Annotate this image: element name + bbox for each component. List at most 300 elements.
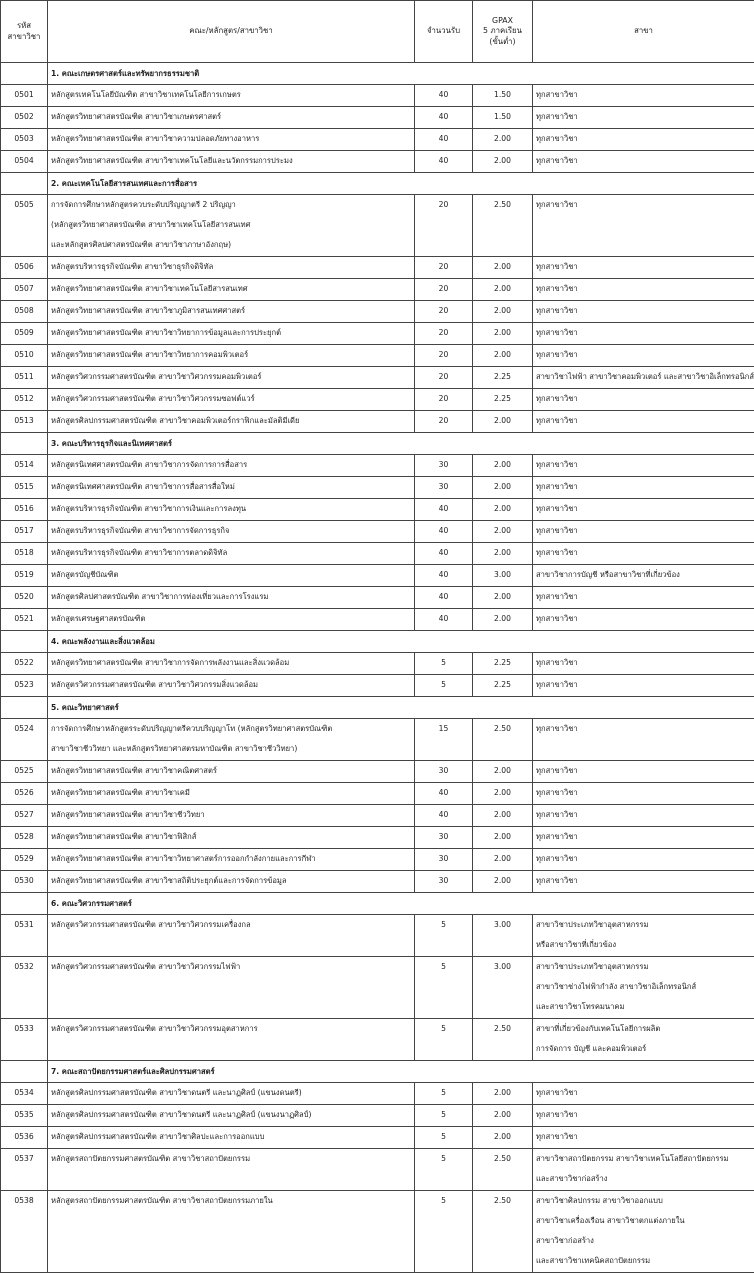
program-code-text: 0535 <box>4 1105 44 1125</box>
program-name <box>48 609 415 631</box>
seats-value-text: 20 <box>418 411 469 431</box>
table-row <box>1 499 754 521</box>
gpax-value-text: 2.00 <box>476 761 529 781</box>
program-code <box>1 1105 48 1127</box>
seats-value-text: 40 <box>418 543 469 563</box>
gpax-value <box>473 345 533 367</box>
gpax-value <box>473 367 533 389</box>
branch-requirement-line: และสาขาวิชาเทคนิคสถาปัตยกรรม <box>536 1251 751 1271</box>
branch-requirement <box>533 1019 754 1061</box>
section-code-cell <box>1 893 48 915</box>
program-name-line: หลักสูตรศิลปกรรมศาสตรบัณฑิต สาขาวิชาศิลปะและการออกแบบ <box>51 1127 411 1147</box>
program-name-line: หลักสูตรศิลปศาสตรบัณฑิต สาขาวิชาการท่องเที่ยวและการโรงแรม <box>51 587 411 607</box>
gpax-value <box>473 565 533 587</box>
program-code-text: 0526 <box>4 783 44 803</box>
program-code <box>1 719 48 761</box>
branch-requirement-line: ทุกสาขาวิชา <box>536 345 751 365</box>
seats-value-text: 15 <box>418 719 469 739</box>
branch-requirement-line: ทุกสาขาวิชา <box>536 827 751 847</box>
program-code <box>1 279 48 301</box>
branch-requirement-line: สาขาวิชาเครื่องเรือน สาขาวิชาตกแต่งภายใน <box>536 1211 751 1231</box>
program-name <box>48 129 415 151</box>
program-code-text: 0524 <box>4 719 44 739</box>
seats-value <box>415 1105 473 1127</box>
gpax-value <box>473 805 533 827</box>
seats-value-text: 30 <box>418 871 469 891</box>
branch-requirement-line: และสาขาวิชาโทรคมนาคม <box>536 997 751 1017</box>
branch-requirement <box>533 411 754 433</box>
program-code <box>1 827 48 849</box>
branch-requirement <box>533 323 754 345</box>
branch-requirement-line: สาขาวิชาช่างไฟฟ้ากำลัง สาขาวิชาอิเล็กทรอนิกส์ <box>536 977 751 997</box>
program-code-text: 0520 <box>4 587 44 607</box>
faculty-section-row <box>1 173 754 195</box>
gpax-value-text: 2.50 <box>476 195 529 215</box>
gpax-value-text: 2.50 <box>476 719 529 739</box>
seats-value-text: 20 <box>418 257 469 277</box>
program-name <box>48 345 415 367</box>
gpax-value <box>473 719 533 761</box>
branch-requirement-line: ทุกสาขาวิชา <box>536 521 751 541</box>
program-code <box>1 257 48 279</box>
program-code-text: 0506 <box>4 257 44 277</box>
seats-value-text: 40 <box>418 805 469 825</box>
seats-value <box>415 675 473 697</box>
branch-requirement <box>533 345 754 367</box>
program-code-text: 0534 <box>4 1083 44 1103</box>
table-row <box>1 411 754 433</box>
program-code-text: 0521 <box>4 609 44 629</box>
seats-value <box>415 1019 473 1061</box>
gpax-value-text: 3.00 <box>476 565 529 585</box>
program-code <box>1 1083 48 1105</box>
program-code <box>1 849 48 871</box>
program-name <box>48 85 415 107</box>
program-code <box>1 1191 48 1273</box>
header-gpax: GPAX 5 ภาคเรียน (ขั้นต่ำ) <box>473 1 533 63</box>
seats-value-text: 20 <box>418 345 469 365</box>
seats-value <box>415 499 473 521</box>
seats-value <box>415 257 473 279</box>
seats-value <box>415 587 473 609</box>
branch-requirement-line: ทุกสาขาวิชา <box>536 609 751 629</box>
branch-requirement <box>533 129 754 151</box>
program-name <box>48 301 415 323</box>
table-row <box>1 323 754 345</box>
branch-requirement <box>533 1149 754 1191</box>
gpax-value-text: 2.25 <box>476 653 529 673</box>
program-code <box>1 871 48 893</box>
program-name-line: หลักสูตรวิศวกรรมศาสตรบัณฑิต สาขาวิชาวิศวกรรมสิ่งแวดล้อม <box>51 675 411 695</box>
branch-requirement <box>533 957 754 1019</box>
gpax-value-text: 2.50 <box>476 1019 529 1039</box>
gpax-value <box>473 411 533 433</box>
program-code-text: 0518 <box>4 543 44 563</box>
branch-requirement-line: ทุกสาขาวิชา <box>536 543 751 563</box>
faculty-section-row <box>1 433 754 455</box>
table-row <box>1 389 754 411</box>
branch-requirement-line: และสาขาวิชาก่อสร้าง <box>536 1169 751 1189</box>
seats-value <box>415 957 473 1019</box>
program-name-line: หลักสูตรวิศวกรรมศาสตรบัณฑิต สาขาวิชาวิศวกรรมไฟฟ้า <box>51 957 411 977</box>
program-name-line: หลักสูตรเทคโนโลยีบัณฑิต สาขาวิชาเทคโนโลยีการเกษตร <box>51 85 411 105</box>
seats-value <box>415 1083 473 1105</box>
seats-value-text: 5 <box>418 1105 469 1125</box>
seats-value <box>415 107 473 129</box>
faculty-section-row <box>1 1061 754 1083</box>
gpax-value <box>473 1149 533 1191</box>
branch-requirement-line: สาขาที่เกี่ยวข้องกับเทคโนโลยีการผลิต <box>536 1019 751 1039</box>
program-code-text: 0528 <box>4 827 44 847</box>
gpax-value-text: 2.50 <box>476 1149 529 1169</box>
seats-value <box>415 455 473 477</box>
branch-requirement-line: สาขาวิชาการบัญชี หรือสาขาวิชาที่เกี่ยวข้อง <box>536 565 751 585</box>
section-code-cell <box>1 63 48 85</box>
program-name-line: หลักสูตรวิทยาศาสตรบัณฑิต สาขาวิชาสถิติประยุกต์และการจัดการข้อมูล <box>51 871 411 891</box>
gpax-value-text: 2.00 <box>476 477 529 497</box>
program-name-line: หลักสูตรวิศวกรรมศาสตรบัณฑิต สาขาวิชาวิศวกรรมซอฟต์แวร์ <box>51 389 411 409</box>
program-name <box>48 783 415 805</box>
gpax-value-text: 2.00 <box>476 499 529 519</box>
header-code: รหัส สาขาวิชา <box>1 1 48 63</box>
program-name <box>48 1191 415 1273</box>
table-row <box>1 565 754 587</box>
gpax-value <box>473 85 533 107</box>
program-name-line: หลักสูตรวิศวกรรมศาสตรบัณฑิต สาขาวิชาวิศวกรรมคอมพิวเตอร์ <box>51 367 411 387</box>
program-code <box>1 411 48 433</box>
branch-requirement-line: ทุกสาขาวิชา <box>536 1127 751 1147</box>
program-name-line: หลักสูตรวิทยาศาสตรบัณฑิต สาขาวิชาเทคโนโลยีและนวัตกรรมการประมง <box>51 151 411 171</box>
program-name-line: หลักสูตรวิทยาศาสตรบัณฑิต สาขาวิชาภูมิสารสนเทศศาสตร์ <box>51 301 411 321</box>
program-name-line: หลักสูตรวิทยาศาสตรบัณฑิต สาขาวิชาวิทยาการข้อมูลและการประยุกต์ <box>51 323 411 343</box>
table-row <box>1 587 754 609</box>
branch-requirement-line: ทุกสาขาวิชา <box>536 587 751 607</box>
program-code-text: 0533 <box>4 1019 44 1039</box>
program-code-text: 0537 <box>4 1149 44 1169</box>
seats-value <box>415 719 473 761</box>
seats-value-text: 40 <box>418 783 469 803</box>
seats-value-text: 5 <box>418 1191 469 1211</box>
program-code <box>1 477 48 499</box>
table-row <box>1 957 754 1019</box>
branch-requirement <box>533 499 754 521</box>
program-code-text: 0523 <box>4 675 44 695</box>
program-code <box>1 1149 48 1191</box>
branch-requirement-line: ทุกสาขาวิชา <box>536 849 751 869</box>
program-name-line: หลักสูตรวิศวกรรมศาสตรบัณฑิต สาขาวิชาวิศวกรรมเครื่องกล <box>51 915 411 935</box>
table-row <box>1 1083 754 1105</box>
table-row <box>1 129 754 151</box>
seats-value <box>415 761 473 783</box>
program-name-line: หลักสูตรนิเทศศาสตรบัณฑิต สาขาวิชาการจัดการการสื่อสาร <box>51 455 411 475</box>
program-name <box>48 151 415 173</box>
branch-requirement <box>533 521 754 543</box>
program-name-line: (หลักสูตรวิทยาศาสตรบัณฑิต สาขาวิชาเทคโนโลยีสารสนเทศ <box>51 215 411 235</box>
gpax-value <box>473 957 533 1019</box>
gpax-value <box>473 915 533 957</box>
table-body <box>1 63 754 1273</box>
program-name-line: หลักสูตรบริหารธุรกิจบัณฑิต สาขาวิชาธุรกิจดิจิทัล <box>51 257 411 277</box>
gpax-value <box>473 323 533 345</box>
program-name-line: หลักสูตรวิทยาศาสตรบัณฑิต สาขาวิชาชีววิทยา <box>51 805 411 825</box>
program-code <box>1 195 48 257</box>
seats-value <box>415 129 473 151</box>
branch-requirement <box>533 85 754 107</box>
seats-value <box>415 389 473 411</box>
branch-requirement <box>533 477 754 499</box>
gpax-value <box>473 1127 533 1149</box>
gpax-value-text: 2.00 <box>476 301 529 321</box>
branch-requirement-line: สาขาวิชาประเภทวิชาอุตสาหกรรม <box>536 915 751 935</box>
program-name <box>48 1149 415 1191</box>
table-row <box>1 805 754 827</box>
branch-requirement <box>533 783 754 805</box>
faculty-title: 5. คณะวิทยาศาสตร์ <box>48 697 754 719</box>
program-name-line: การจัดการศึกษาหลักสูตรควบระดับปริญญาตรี 2 ปริญญา <box>51 195 411 215</box>
gpax-value-text: 2.00 <box>476 805 529 825</box>
gpax-value <box>473 609 533 631</box>
gpax-value <box>473 761 533 783</box>
program-code <box>1 499 48 521</box>
table-header-row <box>1 1 754 63</box>
program-name-line: หลักสูตรวิทยาศาสตรบัณฑิต สาขาวิชาเคมี <box>51 783 411 803</box>
gpax-value-text: 2.00 <box>476 871 529 891</box>
branch-requirement-line: ทุกสาขาวิชา <box>536 257 751 277</box>
gpax-value-text: 2.25 <box>476 389 529 409</box>
program-code-text: 0510 <box>4 345 44 365</box>
gpax-value <box>473 827 533 849</box>
gpax-value <box>473 129 533 151</box>
branch-requirement-line: สาขาวิชาก่อสร้าง <box>536 1231 751 1251</box>
seats-value-text: 40 <box>418 499 469 519</box>
branch-requirement-line: ทุกสาขาวิชา <box>536 85 751 105</box>
gpax-value <box>473 499 533 521</box>
gpax-value-text: 2.25 <box>476 675 529 695</box>
table-row <box>1 849 754 871</box>
program-code <box>1 957 48 1019</box>
program-code <box>1 151 48 173</box>
gpax-value <box>473 1191 533 1273</box>
faculty-title: 1. คณะเกษตรศาสตร์และทรัพยากรธรรมชาติ <box>48 63 754 85</box>
table-row <box>1 107 754 129</box>
seats-value-text: 5 <box>418 1127 469 1147</box>
branch-requirement <box>533 151 754 173</box>
seats-value <box>415 521 473 543</box>
gpax-value <box>473 653 533 675</box>
program-name <box>48 565 415 587</box>
branch-requirement <box>533 849 754 871</box>
branch-requirement-line: ทุกสาขาวิชา <box>536 805 751 825</box>
table-row <box>1 761 754 783</box>
gpax-value-text: 2.00 <box>476 827 529 847</box>
seats-value-text: 40 <box>418 521 469 541</box>
program-code-text: 0504 <box>4 151 44 171</box>
gpax-value-text: 2.50 <box>476 1191 529 1211</box>
seats-value-text: 40 <box>418 565 469 585</box>
branch-requirement <box>533 301 754 323</box>
seats-value <box>415 849 473 871</box>
branch-requirement <box>533 719 754 761</box>
program-code <box>1 301 48 323</box>
gpax-value <box>473 871 533 893</box>
program-name <box>48 1083 415 1105</box>
program-code-text: 0532 <box>4 957 44 977</box>
program-code-text: 0516 <box>4 499 44 519</box>
gpax-value <box>473 455 533 477</box>
gpax-value-text: 1.50 <box>476 85 529 105</box>
seats-value-text: 5 <box>418 915 469 935</box>
program-code <box>1 565 48 587</box>
seats-value-text: 40 <box>418 129 469 149</box>
branch-requirement-line: ทุกสาขาวิชา <box>536 279 751 299</box>
program-name-line: หลักสูตรวิทยาศาสตรบัณฑิต สาขาวิชาเกษตรศาสตร์ <box>51 107 411 127</box>
header-program: คณะ/หลักสูตร/สาขาวิชา <box>48 1 415 63</box>
program-code-text: 0515 <box>4 477 44 497</box>
table-row <box>1 1127 754 1149</box>
gpax-value-text: 2.00 <box>476 129 529 149</box>
table-row <box>1 1149 754 1191</box>
seats-value <box>415 1149 473 1191</box>
gpax-value <box>473 301 533 323</box>
gpax-value <box>473 151 533 173</box>
program-name-line: หลักสูตรวิทยาศาสตรบัณฑิต สาขาวิชาเทคโนโลยีสารสนเทศ <box>51 279 411 299</box>
seats-value <box>415 827 473 849</box>
branch-requirement-line: ทุกสาขาวิชา <box>536 151 751 171</box>
branch-requirement-line: ทุกสาขาวิชา <box>536 129 751 149</box>
program-name <box>48 367 415 389</box>
seats-value-text: 30 <box>418 849 469 869</box>
program-code <box>1 543 48 565</box>
program-name <box>48 499 415 521</box>
table-row <box>1 827 754 849</box>
program-code <box>1 653 48 675</box>
program-code-text: 0502 <box>4 107 44 127</box>
seats-value <box>415 1191 473 1273</box>
table-row <box>1 543 754 565</box>
gpax-value-text: 3.00 <box>476 957 529 977</box>
program-code-text: 0514 <box>4 455 44 475</box>
branch-requirement <box>533 107 754 129</box>
branch-requirement <box>533 367 754 389</box>
program-name <box>48 587 415 609</box>
program-code-text: 0527 <box>4 805 44 825</box>
program-code-text: 0530 <box>4 871 44 891</box>
program-code <box>1 389 48 411</box>
gpax-value <box>473 521 533 543</box>
program-name <box>48 389 415 411</box>
program-code <box>1 345 48 367</box>
gpax-value <box>473 389 533 411</box>
table-row <box>1 915 754 957</box>
program-code-text: 0503 <box>4 129 44 149</box>
faculty-title: 4. คณะพลังงานและสิ่งแวดล้อม <box>48 631 754 653</box>
program-name-line: หลักสูตรวิทยาศาสตรบัณฑิต สาขาวิชาวิทยาศาสตร์การออกกำลังกายและการกีฬา <box>51 849 411 869</box>
program-name <box>48 521 415 543</box>
program-name <box>48 719 415 761</box>
program-code-text: 0531 <box>4 915 44 935</box>
branch-requirement <box>533 195 754 257</box>
program-code-text: 0508 <box>4 301 44 321</box>
table-row <box>1 151 754 173</box>
program-code-text: 0536 <box>4 1127 44 1147</box>
seats-value-text: 40 <box>418 151 469 171</box>
table-row <box>1 871 754 893</box>
table-row <box>1 521 754 543</box>
program-name-line: หลักสูตรเศรษฐศาสตรบัณฑิต <box>51 609 411 629</box>
program-code <box>1 609 48 631</box>
table-row <box>1 1191 754 1273</box>
gpax-value <box>473 587 533 609</box>
gpax-value-text: 3.00 <box>476 915 529 935</box>
program-code-text: 0525 <box>4 761 44 781</box>
branch-requirement-line: ทุกสาขาวิชา <box>536 477 751 497</box>
branch-requirement <box>533 565 754 587</box>
program-code-text: 0511 <box>4 367 44 387</box>
branch-requirement-line: ทุกสาขาวิชา <box>536 871 751 891</box>
table-row <box>1 367 754 389</box>
seats-value <box>415 477 473 499</box>
table-row <box>1 345 754 367</box>
program-name <box>48 1019 415 1061</box>
section-code-cell <box>1 433 48 455</box>
seats-value-text: 40 <box>418 609 469 629</box>
program-name-line: หลักสูตรวิทยาศาสตรบัณฑิต สาขาวิชาความปลอดภัยทางอาหาร <box>51 129 411 149</box>
branch-requirement <box>533 871 754 893</box>
program-code <box>1 521 48 543</box>
seats-value <box>415 543 473 565</box>
seats-value-text: 20 <box>418 389 469 409</box>
program-name-line: สาขาวิชาชีววิทยา และหลักสูตรวิทยาศาสตรมหาบัณฑิต สาขาวิชาชีววิทยา) <box>51 739 411 759</box>
gpax-value-text: 2.00 <box>476 783 529 803</box>
program-name-line: หลักสูตรศิลปกรรมศาสตรบัณฑิต สาขาวิชาดนตรี และนาฏศิลป์ (แขนงนาฏศิลป์) <box>51 1105 411 1125</box>
program-name <box>48 107 415 129</box>
program-name <box>48 827 415 849</box>
branch-requirement <box>533 827 754 849</box>
branch-requirement-line: ทุกสาขาวิชา <box>536 323 751 343</box>
program-name <box>48 195 415 257</box>
program-name <box>48 675 415 697</box>
branch-requirement-line: ทุกสาขาวิชา <box>536 761 751 781</box>
seats-value <box>415 151 473 173</box>
program-name-line: หลักสูตรวิทยาศาสตรบัณฑิต สาขาวิชาวิทยาการคอมพิวเตอร์ <box>51 345 411 365</box>
section-code-cell <box>1 631 48 653</box>
program-name <box>48 323 415 345</box>
faculty-section-row <box>1 631 754 653</box>
branch-requirement-line: ทุกสาขาวิชา <box>536 675 751 695</box>
program-name-line: หลักสูตรบริหารธุรกิจบัณฑิต สาขาวิชาการตลาดดิจิทัล <box>51 543 411 563</box>
section-code-cell <box>1 173 48 195</box>
program-name-line: หลักสูตรศิลปกรรมศาสตรบัณฑิต สาขาวิชาดนตรี และนาฏศิลป์ (แขนงดนตรี) <box>51 1083 411 1103</box>
branch-requirement-line: ทุกสาขาวิชา <box>536 301 751 321</box>
section-code-cell <box>1 697 48 719</box>
table-row <box>1 653 754 675</box>
branch-requirement-line: ทุกสาขาวิชา <box>536 411 751 431</box>
seats-value-text: 20 <box>418 367 469 387</box>
program-name-line: หลักสูตรวิทยาศาสตรบัณฑิต สาขาวิชาฟิสิกส์ <box>51 827 411 847</box>
gpax-value <box>473 477 533 499</box>
table-row <box>1 301 754 323</box>
program-name <box>48 915 415 957</box>
program-code <box>1 805 48 827</box>
program-name <box>48 257 415 279</box>
faculty-title: 3. คณะบริหารธุรกิจและนิเทศศาสตร์ <box>48 433 754 455</box>
seats-value <box>415 783 473 805</box>
seats-value-text: 30 <box>418 477 469 497</box>
program-name <box>48 411 415 433</box>
program-name-line: และหลักสูตรศิลปศาสตรบัณฑิต สาขาวิชาภาษาอังกฤษ) <box>51 235 411 255</box>
seats-value <box>415 323 473 345</box>
gpax-value-text: 2.00 <box>476 587 529 607</box>
